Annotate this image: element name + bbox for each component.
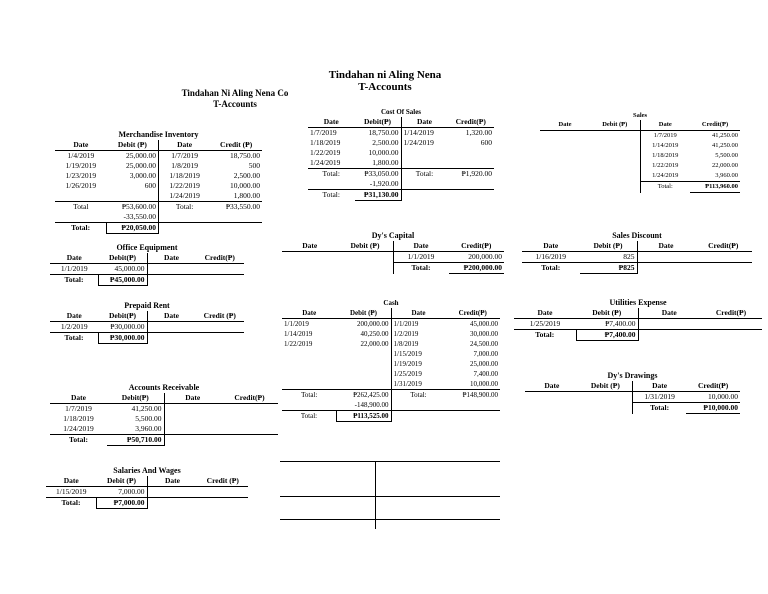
col-credit: Credit(₱): [448, 117, 495, 128]
cell: 1/18/2019: [310, 138, 341, 147]
total-label: Total:: [64, 275, 84, 285]
cell: 1/8/2019: [171, 161, 198, 170]
less-row: [308, 179, 494, 190]
page-subtitle: T-Accounts: [358, 81, 412, 93]
empty-t-account-line: [280, 461, 500, 462]
col-date: Date: [540, 120, 590, 131]
cell: 1/1/2019: [284, 320, 309, 328]
header-row: [55, 140, 262, 151]
total-label: Total:: [69, 435, 88, 445]
table-row: [540, 161, 740, 171]
cell: 1/22/2019: [284, 340, 313, 348]
total-label: Total:: [301, 391, 318, 399]
cell: 600: [107, 181, 159, 191]
total-row: [50, 333, 244, 344]
total-row: [55, 202, 262, 213]
table-row: [50, 264, 244, 275]
col-date: Date: [147, 476, 198, 487]
col-credit: Credit(₱): [446, 308, 501, 319]
col-credit: Credit(₱): [449, 241, 505, 252]
cell: 1/22/2019: [310, 148, 341, 157]
col-date: Date: [147, 253, 196, 264]
cell: 3,960.00: [715, 172, 738, 179]
t-account-table: [514, 308, 762, 341]
cell: [401, 148, 448, 158]
account-title: Dy's Capital: [371, 231, 415, 240]
cell: 500: [248, 161, 260, 170]
table-row: [282, 329, 500, 339]
col-date: Date: [633, 381, 687, 392]
t-account-table: [525, 381, 740, 414]
cash-account: [282, 298, 500, 422]
col-credit: Credit(₱): [690, 120, 740, 131]
table-row: [282, 339, 500, 349]
col-date: Date: [514, 308, 576, 319]
header-row: [50, 311, 244, 322]
col-debit: Debit(₱): [107, 393, 164, 404]
total-debit: ₱7,400.00: [576, 330, 638, 341]
cell: 1/1/2019: [407, 252, 435, 261]
total-row: [282, 263, 504, 274]
table-row: [308, 148, 494, 158]
cell: 25,000.00: [470, 360, 498, 368]
col-debit: Debit (₱): [107, 140, 159, 151]
cell: 1/23/2019: [65, 171, 97, 180]
total-credit: ₱10,000.00: [686, 403, 740, 414]
final-balance: ₱113,525.00: [337, 411, 392, 422]
final-balance: ₱20,050.00: [107, 223, 159, 234]
accounts-receivable-account: [50, 383, 278, 446]
col-date: Date: [50, 311, 99, 322]
office-equipment-account: [50, 243, 244, 286]
total-label: Total:: [541, 263, 561, 273]
header-row: [50, 393, 278, 404]
col-debit: Debit (₱): [580, 241, 638, 252]
total-label: Total:: [415, 169, 434, 178]
final-row: [55, 223, 262, 234]
col-credit: Credit (₱): [196, 311, 245, 322]
header-row: [525, 381, 740, 392]
total-debit: ₱825: [580, 263, 638, 274]
cell: 41,250.00: [712, 132, 738, 139]
table-row: [55, 171, 262, 181]
cell: 1/25/2019: [529, 319, 561, 328]
total-credit: ₱113,960.00: [690, 182, 740, 193]
cell: 25,000.00: [107, 151, 159, 162]
col-debit: Debit (₱): [576, 308, 638, 319]
col-credit: Credit (₱): [198, 476, 249, 487]
col-date: Date: [147, 311, 196, 322]
table-row: [540, 141, 740, 151]
dys-drawings-account: [525, 371, 740, 414]
cell: 1/19/2019: [65, 161, 97, 170]
header-row: [522, 241, 752, 252]
empty-t-account-line: [280, 496, 500, 497]
col-date: Date: [159, 140, 211, 151]
total-row: [282, 390, 500, 401]
table-row: [50, 414, 278, 424]
prepaid-rent-account: [50, 301, 244, 344]
cell: 40,250.00: [337, 329, 392, 339]
table-row: [540, 151, 740, 161]
total-debit: ₱45,000.00: [99, 275, 148, 286]
cell: 1/19/2019: [393, 360, 422, 368]
col-date: Date: [401, 117, 448, 128]
cell: 30,000.00: [470, 330, 498, 338]
col-date: Date: [637, 241, 695, 252]
total-debit: ₱50,710.00: [107, 435, 164, 446]
table-row: [50, 404, 278, 415]
cell: 1/1/2019: [393, 320, 419, 328]
merchandise-inventory-account: [55, 130, 262, 234]
header-row: [540, 120, 740, 131]
account-title: Utilities Expense: [609, 298, 667, 307]
cell: 1,800.00: [355, 158, 402, 169]
t-account-table: [50, 393, 278, 446]
total-row: [50, 275, 244, 286]
account-title: Prepaid Rent: [124, 301, 170, 310]
col-date: Date: [164, 393, 221, 404]
col-date: Date: [282, 308, 337, 319]
cell: 1/7/2019: [65, 404, 92, 413]
col-date: Date: [50, 393, 107, 404]
table-row: [282, 379, 500, 390]
cell: 1/1/2019: [60, 264, 88, 273]
account-title: Cash: [383, 299, 399, 307]
total-debit: ₱7,000.00: [97, 498, 148, 509]
col-date: Date: [638, 308, 700, 319]
cell: 1/4/2019: [67, 151, 95, 160]
total-label: Total: [73, 202, 89, 211]
cell: 1/2/2019: [60, 322, 88, 331]
total-row: [514, 330, 762, 341]
cell: 1/7/2019: [653, 132, 677, 139]
cell: 1/2/2019: [393, 330, 419, 338]
cell: 1/22/2019: [169, 181, 200, 190]
col-debit: Debit(₱): [99, 311, 148, 322]
header-row: [308, 117, 494, 128]
total-credit: ₱148,900.00: [462, 391, 498, 399]
t-account-table: [282, 308, 500, 422]
total-row: [540, 182, 740, 193]
final-label: Total:: [322, 190, 340, 200]
cell: 41,250.00: [712, 142, 738, 149]
cell: 1,800.00: [233, 191, 260, 200]
cell: 825: [580, 252, 638, 263]
final-row: [282, 411, 500, 422]
account-title: Office Equipment: [116, 243, 178, 252]
cell: 3,000.00: [107, 171, 159, 181]
col-debit: Debit(₱): [355, 117, 402, 128]
cell: [401, 158, 448, 169]
secondary-title: [160, 88, 310, 110]
account-title: Dy's Drawings: [607, 371, 658, 380]
company-name-alt: Tindahan Ni Aling Nena Co: [181, 88, 289, 98]
total-row: [522, 263, 752, 274]
col-debit: Debit (₱): [97, 476, 148, 487]
total-label: Total:: [640, 182, 690, 193]
total-label: Total:: [393, 263, 449, 274]
header-row: [46, 476, 248, 487]
cell: 10,000.00: [708, 392, 738, 401]
cell: 2,500.00: [233, 171, 260, 180]
cell: 10,000.00: [470, 380, 498, 388]
cell: 1,320.00: [465, 128, 492, 137]
company-name: Tindahan ni Aling Nena: [328, 69, 442, 81]
cell: 22,000.00: [712, 162, 738, 169]
total-credit: ₱200,000.00: [449, 263, 505, 274]
t-account-table: [522, 241, 752, 274]
cell: 1/7/2019: [171, 151, 198, 160]
cell: 1/7/2019: [310, 128, 337, 137]
dys-capital-account: [282, 231, 504, 274]
account-title: Merchandise Inventory: [118, 130, 199, 139]
total-label: Total:: [175, 202, 194, 211]
total-credit: ₱1,920.00: [461, 169, 492, 178]
less-row: [55, 212, 262, 223]
t-account-table: [46, 476, 248, 509]
col-credit: Credit(₱): [695, 241, 753, 252]
cell: 7,400.00: [473, 370, 498, 378]
t-account-table: [50, 311, 244, 344]
account-title: Accounts Receivable: [128, 383, 200, 392]
total-debit: ₱30,000.00: [99, 333, 148, 344]
cell: 1/15/2019: [56, 487, 87, 496]
col-debit: Debit (₱): [338, 241, 394, 252]
total-label: Total:: [535, 330, 555, 340]
header-row: [282, 308, 500, 319]
t-account-table: [308, 117, 494, 201]
col-date: Date: [46, 476, 97, 487]
total-row: [525, 403, 740, 414]
cell: 1/24/2019: [63, 424, 94, 433]
header-row: [282, 241, 504, 252]
table-row: [55, 151, 262, 162]
col-debit: Debit(₱): [99, 253, 148, 264]
cell: 18,750.00: [355, 128, 402, 139]
account-title: Salaries And Wages: [113, 466, 181, 475]
sales-account: [540, 112, 740, 193]
total-credit: ₱33,550.00: [225, 202, 260, 211]
table-row: [540, 171, 740, 182]
total-row: [308, 169, 494, 180]
table-row: [50, 424, 278, 435]
table-row: [55, 191, 262, 202]
col-date: Date: [525, 381, 579, 392]
col-date: Date: [391, 308, 446, 319]
cell: 1/25/2019: [393, 370, 422, 378]
cell: [107, 191, 159, 202]
col-credit: Credit(₱): [196, 253, 245, 264]
cell: [448, 148, 495, 158]
cell: 2,500.00: [355, 138, 402, 148]
cell: 45,000.00: [99, 264, 148, 275]
col-date: Date: [50, 253, 99, 264]
table-row: [55, 161, 262, 171]
cell: 1/24/2019: [169, 191, 200, 200]
table-row: [308, 158, 494, 169]
account-title: Sales: [632, 112, 648, 119]
total-debit: ₱33,050.00: [355, 169, 402, 180]
col-date: Date: [55, 140, 107, 151]
cell: 1/24/2019: [403, 138, 434, 147]
table-row: [55, 181, 262, 191]
less-row: [282, 400, 500, 411]
table-row: [308, 128, 494, 139]
cell: [448, 158, 495, 169]
utilities-expense-account: [514, 298, 762, 341]
col-credit: Credit(₱): [221, 393, 278, 404]
cost-of-sales-account: [308, 107, 494, 201]
col-credit: Credit(₱): [686, 381, 740, 392]
table-row: [525, 392, 740, 403]
cell: 1/15/2019: [393, 350, 422, 358]
total-label: Total:: [61, 498, 81, 508]
account-title: Sales Discount: [612, 231, 662, 240]
col-credit: Credit(₱): [700, 308, 762, 319]
table-row: [308, 138, 494, 148]
final-balance: ₱31,130.00: [355, 190, 402, 201]
cell: 7,000.00: [473, 350, 498, 358]
cell: 1/18/2019: [63, 414, 94, 423]
cell: 7,000.00: [97, 487, 148, 498]
final-label: Total:: [71, 223, 91, 233]
final-label: Total:: [300, 412, 318, 421]
less-value: -33,550.00: [107, 212, 159, 223]
cell: 1/18/2019: [169, 171, 200, 180]
table-row: [282, 252, 504, 263]
cell: 24,500.00: [470, 340, 498, 348]
table-row: [50, 322, 244, 333]
cell: 200,000.00: [337, 319, 392, 330]
cell: 41,250.00: [107, 404, 164, 415]
col-date: Date: [522, 241, 580, 252]
cell: 200,000.00: [468, 252, 502, 261]
empty-t-account-line: [280, 519, 500, 520]
table-row: [540, 131, 740, 142]
cell: 1/31/2019: [644, 392, 675, 401]
cell: 1/26/2019: [65, 181, 97, 190]
total-row: [46, 498, 248, 509]
col-credit: Credit (₱): [210, 140, 262, 151]
cell: 22,000.00: [337, 339, 392, 349]
cell: 5,500.00: [715, 152, 738, 159]
table-row: [282, 349, 500, 359]
col-debit: Debit (₱): [337, 308, 392, 319]
table-row: [282, 319, 500, 330]
total-label: Total:: [64, 333, 84, 343]
cell: 18,750.00: [230, 151, 260, 160]
cell: 1/22/2019: [652, 162, 679, 169]
total-label: Total:: [322, 169, 340, 178]
cell: 1/24/2019: [310, 158, 341, 167]
col-date: Date: [308, 117, 355, 128]
page-title: [300, 69, 470, 93]
cell: 600: [480, 138, 492, 147]
final-row: [308, 190, 494, 201]
cell: 1/24/2019: [652, 172, 679, 179]
table-row: [282, 369, 500, 379]
t-account-table: [50, 253, 244, 286]
total-label: Total:: [633, 403, 687, 414]
cell: 45,000.00: [470, 320, 498, 328]
table-row: [46, 487, 248, 498]
cell: ₱30,000.00: [99, 322, 148, 333]
subtitle-alt: T-Accounts: [213, 99, 257, 109]
total-debit: ₱53,600.00: [107, 202, 159, 213]
total-debit: ₱262,425.00: [337, 390, 392, 401]
total-row: [50, 435, 278, 446]
account-title: Cost Of Sales: [380, 108, 422, 116]
cell: ₱7,400.00: [576, 319, 638, 330]
t-account-table: [282, 241, 504, 274]
t-account-table: [540, 120, 740, 193]
table-row: [522, 252, 752, 263]
col-date: Date: [640, 120, 690, 131]
total-label: Total:: [410, 391, 427, 399]
cell: 10,000.00: [230, 181, 260, 190]
header-row: [50, 253, 244, 264]
cell: 1/18/2019: [652, 152, 679, 159]
col-date: Date: [393, 241, 449, 252]
cell: 1/16/2019: [535, 252, 566, 261]
cell: 10,000.00: [355, 148, 402, 158]
cell: 1/14/2019: [284, 330, 313, 338]
cell: 3,960.00: [107, 424, 164, 435]
cell: [55, 191, 107, 202]
table-row: [282, 359, 500, 369]
less-value: -1,920.00: [355, 179, 402, 190]
less-value: -148,900.00: [337, 400, 392, 411]
salaries-and-wages-account: [46, 466, 248, 509]
cell: 1/31/2019: [393, 380, 422, 388]
cell: 1/8/2019: [393, 340, 419, 348]
table-row: [514, 319, 762, 330]
col-debit: Debit (₱): [579, 381, 633, 392]
header-row: [514, 308, 762, 319]
sales-discount-account: [522, 231, 752, 274]
cell: 25,000.00: [107, 161, 159, 171]
cell: 1/14/2019: [403, 128, 434, 137]
cell: 5,500.00: [107, 414, 164, 424]
t-account-table: [55, 140, 262, 234]
col-date: Date: [282, 241, 338, 252]
col-debit: Debit (₱): [590, 120, 640, 131]
cell: 1/14/2019: [652, 142, 679, 149]
